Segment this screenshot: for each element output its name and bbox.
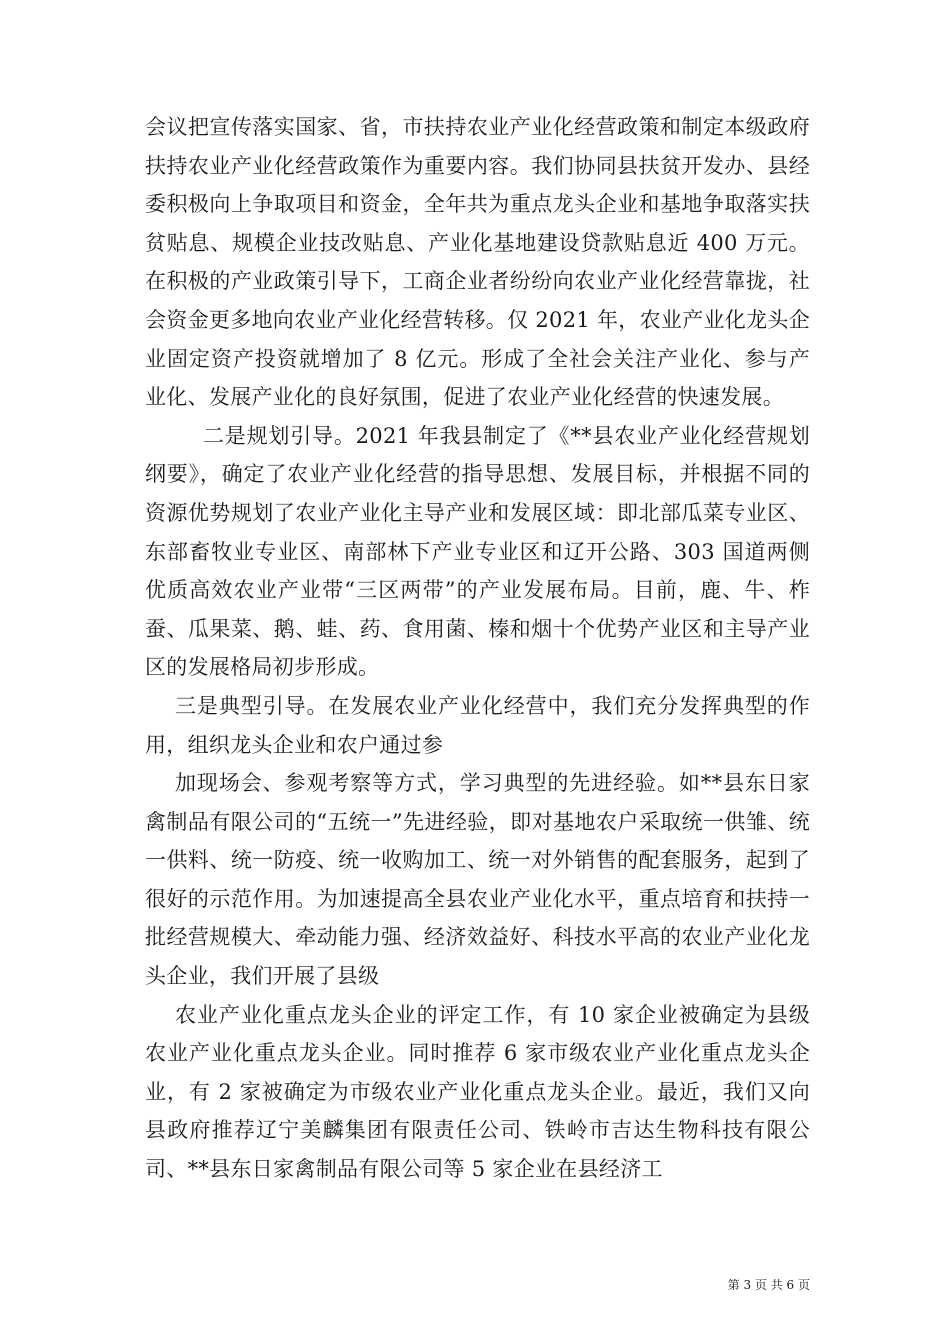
- paragraph-leading-enterprises: 农业产业化重点龙头企业的评定工作，有 10 家企业被确定为县级农业产业化重点龙头企业。同时推荐 6 家市级农业产业化重点龙头企业，有 2 家被确定为市级农业产业化重点龙头企业。最近，我们又向县政府推荐辽宁美麟集团有限责任公司、铁岭市吉达生物科技有限公司、**县东日家禽制品有限公司等 5 家企业在县经济工: [145, 1002, 810, 1182]
- paragraph-model-continued: 加现场会、参观考察等方式，学习典型的先进经验。如**县东日家禽制品有限公司的“五统一”先进经验，即对基地农户采取统一供雏、统一供料、统一防疫、统一收购加工、统一对外销售的配套服务，起到了很好的示范作用。为加速提高全县农业产业化水平，重点培育和扶持一批经营规模大、牵动能力强、经济效益好、科技水平高的农业产业化龙头企业，我们开展了县级: [145, 771, 810, 989]
- paragraph-policy-support: 会议把宣传落实国家、省，市扶持农业产业化经营政策和制定本级政府扶持农业产业化经营政策作为重要内容。我们协同县扶贫开发办、县经委积极向上争取项目和资金，全年共为重点龙头企业和基地争取落实扶贫贴息、规模企业技改贴息、产业化基地建设贷款贴息近 400 万元。在积极的产业政策引导下，工商企业者纷纷向农业产业化经营靠拢，社会资金更多地向农业产业化经营转移。仅 2021 年，农业产业化龙头企业固定资产投资就增加了 8 亿元。形成了全社会关注产业化、参与产业化、发展产业化的良好氛围，促进了农业产业化经营的快速发展。: [145, 115, 810, 410]
- document-body: [145, 108, 810, 1189]
- paragraph-planning-guidance: 二是规划引导。2021 年我县制定了《**县农业产业化经营规划纲要》，确定了农业产业化经营的指导思想、发展目标，并根据不同的资源优势规划了农业产业化主导产业和发展区域：即北部瓜菜专业区、东部畜牧业专业区、南部林下产业专业区和辽开公路、303 国道两侧优质高效农业产业带“三区两带”的产业发展布局。目前，鹿、牛、柞蚕、瓜果菜、鹅、蛙、药、食用菌、榛和烟十个优势产业区和主导产业区的发展格局初步形成。: [145, 423, 810, 680]
- paragraph-model-guidance: 三是典型引导。在发展农业产业化经营中，我们充分发挥典型的作用，组织龙头企业和农户通过参: [145, 693, 810, 757]
- page-number: 第 3 页 共 6 页: [727, 1278, 810, 1292]
